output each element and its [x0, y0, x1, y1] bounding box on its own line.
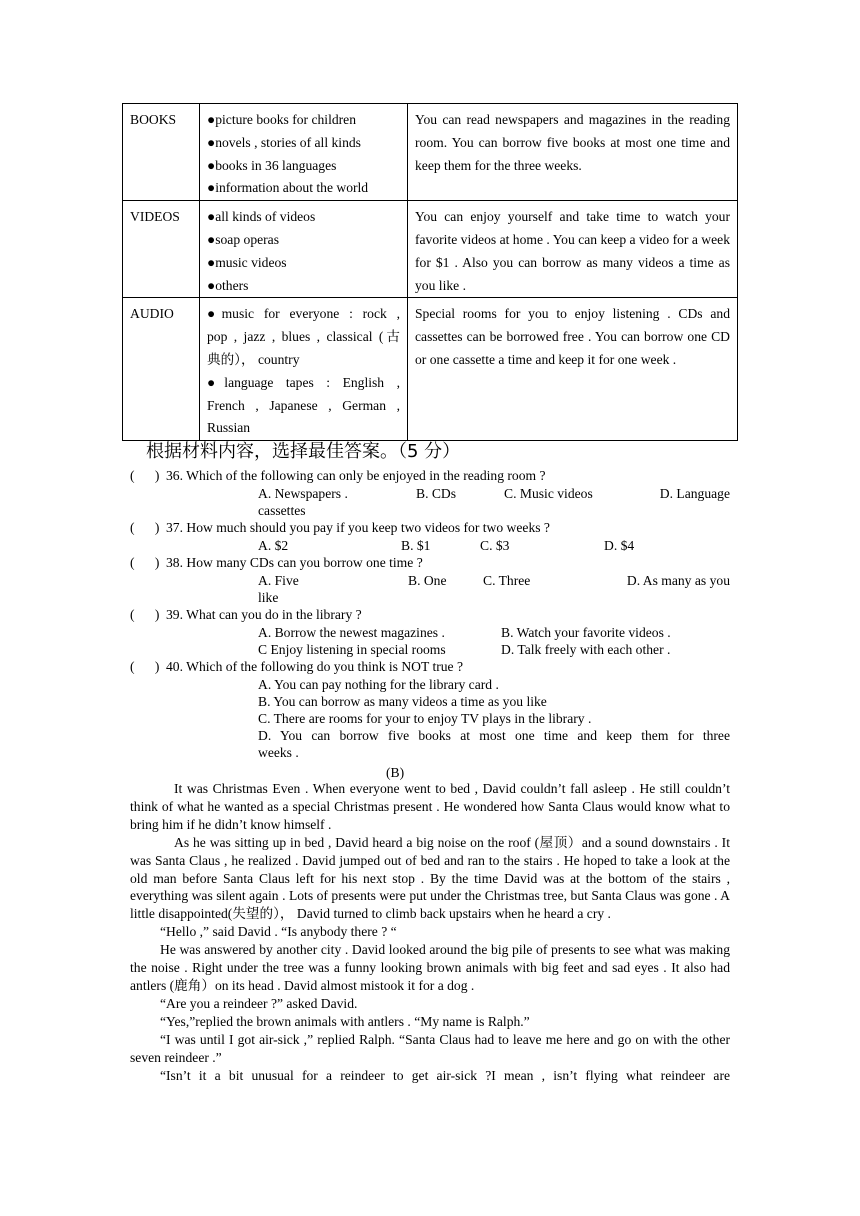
- answer-blank[interactable]: ( ): [130, 607, 160, 622]
- options-39: [258, 624, 730, 658]
- options-37: [258, 537, 730, 554]
- passage-title: (B): [386, 765, 405, 780]
- options-38: [258, 572, 730, 606]
- question-39: [130, 606, 362, 623]
- paragraph: “Hello ,” said David . “Is anybody there ? “: [160, 924, 397, 940]
- option-a[interactable]: A. $2: [258, 538, 289, 553]
- item-line: ●picture books for children: [207, 112, 357, 127]
- question-38: [130, 554, 423, 571]
- paragraph: “Are you a reindeer ?” asked David.: [160, 995, 358, 1011]
- item-line: ●soap operas: [207, 231, 280, 247]
- item-line: 典的）， country: [207, 351, 300, 367]
- item-line: ●music videos: [207, 254, 287, 270]
- option-c[interactable]: C. There are rooms for your to enjoy TV plays in the library .: [258, 711, 592, 726]
- option-d-continued: like: [258, 590, 279, 605]
- option-d-continued: cassettes: [258, 503, 306, 518]
- items-cell: [200, 201, 408, 298]
- question-text: 38. How many CDs can you borrow one time ?: [166, 555, 423, 570]
- item-line: pop , jazz , blues , classical (古: [207, 329, 400, 345]
- option-d[interactable]: D. Language: [659, 486, 730, 501]
- items-cell: [200, 298, 408, 441]
- items-cell: [200, 104, 408, 201]
- option-b[interactable]: B. Watch your favorite videos .: [501, 625, 671, 640]
- options-36: [258, 485, 730, 519]
- option-d[interactable]: D. As many as you: [626, 573, 730, 588]
- answer-blank[interactable]: ( ): [130, 659, 160, 674]
- table-row-audio: [123, 298, 738, 441]
- item-line: ●novels , stories of all kinds: [207, 134, 361, 150]
- paragraph: He was answered by another city . David looked around the big pile of presents to see what was making the noise . Right under the tree was a funny looking brown animals with big feet and sad eyes . It also had antlers (鹿角）on its head . David almost mistook it for a dog .: [130, 942, 730, 993]
- description-cell: You can enjoy yourself and take time to watch your favorite videos at home . You can keep a video for a week for $1 . Also you can borrow as many videos a time as you like .: [408, 201, 738, 298]
- option-b[interactable]: B. You can borrow as many videos a time as you like: [258, 694, 547, 709]
- category-cell: BOOKS: [123, 104, 200, 201]
- table-row-books: [123, 104, 738, 201]
- option-d[interactable]: D. $4: [604, 538, 635, 553]
- section-heading: 根据材料内容，选择最佳答案。（5 分）: [146, 441, 461, 462]
- answer-blank[interactable]: ( ): [130, 555, 160, 570]
- question-37: [130, 519, 550, 536]
- table-row-videos: [123, 201, 738, 298]
- option-c[interactable]: C. Three: [483, 573, 531, 588]
- option-a[interactable]: A. Five: [258, 573, 299, 588]
- question-text: 37. How much should you pay if you keep two videos for two weeks ?: [166, 520, 550, 535]
- option-c[interactable]: C. Music videos: [504, 486, 593, 501]
- description-cell: You can read newspapers and magazines in the reading room. You can borrow five books at most one time and keep them for the three weeks.: [408, 104, 738, 201]
- category-cell: AUDIO: [123, 298, 200, 441]
- item-line: ●language tapes : English ,: [207, 374, 400, 390]
- paragraph: As he was sitting up in bed , David heard a big noise on the roof (屋顶）and a sound downstairs . It was Santa Claus , he realized . David jumped out of bed and ran to the stairs . He hoped to take a look at the old man before Santa Claus left for his next stop . By the time David was at the bottom of the stairs , everything was silent again . Lots of presents were put under the Christmas tree, but Santa Claus was gone . A little disappointed(失望的）， David turned to climb back upstairs when he heard a cry .: [130, 834, 730, 922]
- item-line: ●others: [207, 277, 249, 293]
- question-40: [130, 658, 463, 675]
- option-b[interactable]: B. CDs: [416, 486, 457, 501]
- paragraph: “I was until I got air-sick ,” replied Ralph. “Santa Claus had to leave me here and go on with the other seven reindeer .”: [130, 1031, 730, 1065]
- question-36: [130, 467, 546, 484]
- option-a[interactable]: A. Borrow the newest magazines .: [258, 625, 445, 640]
- option-b[interactable]: B. $1: [401, 538, 431, 553]
- answer-blank[interactable]: ( ): [130, 468, 160, 483]
- item-line: Russian: [207, 420, 251, 436]
- question-text: 39. What can you do in the library ?: [166, 607, 362, 622]
- option-b[interactable]: B. One: [408, 573, 447, 588]
- option-a[interactable]: A. Newspapers .: [258, 486, 348, 501]
- item-line: ●information about the world: [207, 180, 369, 196]
- category-cell: VIDEOS: [123, 201, 200, 298]
- item-line: ●music for everyone : rock ,: [207, 306, 400, 322]
- question-text: 40. Which of the following do you think is NOT true ?: [166, 659, 464, 674]
- paragraph: “Yes,”replied the brown animals with antlers . “My name is Ralph.”: [160, 1013, 530, 1029]
- option-d[interactable]: D. You can borrow five books at most one time and keep them for three: [258, 728, 730, 743]
- item-line: ●books in 36 languages: [207, 157, 337, 173]
- option-c[interactable]: C. $3: [480, 538, 510, 553]
- answer-blank[interactable]: ( ): [130, 520, 160, 535]
- paragraph: It was Christmas Even . When everyone went to bed , David couldn’t fall asleep . He still couldn’t think of what he wanted as a special Christmas present . He wondered how Santa Claus would know what to bring him if he didn’t know himself .: [130, 781, 730, 832]
- item-line: French , Japanese , German ,: [207, 397, 400, 413]
- option-d-continued: weeks .: [258, 745, 299, 760]
- option-d[interactable]: D. Talk freely with each other .: [501, 642, 671, 657]
- options-40: [258, 676, 730, 761]
- option-c[interactable]: C Enjoy listening in special rooms: [258, 642, 446, 657]
- library-services-table: [122, 103, 738, 441]
- passage-b: [130, 780, 730, 1084]
- question-text: 36. Which of the following can only be enjoyed in the reading room ?: [166, 468, 546, 483]
- description-cell: Special rooms for you to enjoy listening . CDs and cassettes can be borrowed free . You can borrow one CD or one cassette a time and keep it for one week .: [408, 298, 738, 441]
- option-a[interactable]: A. You can pay nothing for the library card .: [258, 677, 499, 692]
- item-line: ●all kinds of videos: [207, 209, 316, 225]
- paragraph: “Isn’t it a bit unusual for a reindeer to get air-sick ?I mean , isn’t flying what reindeer are: [160, 1067, 730, 1083]
